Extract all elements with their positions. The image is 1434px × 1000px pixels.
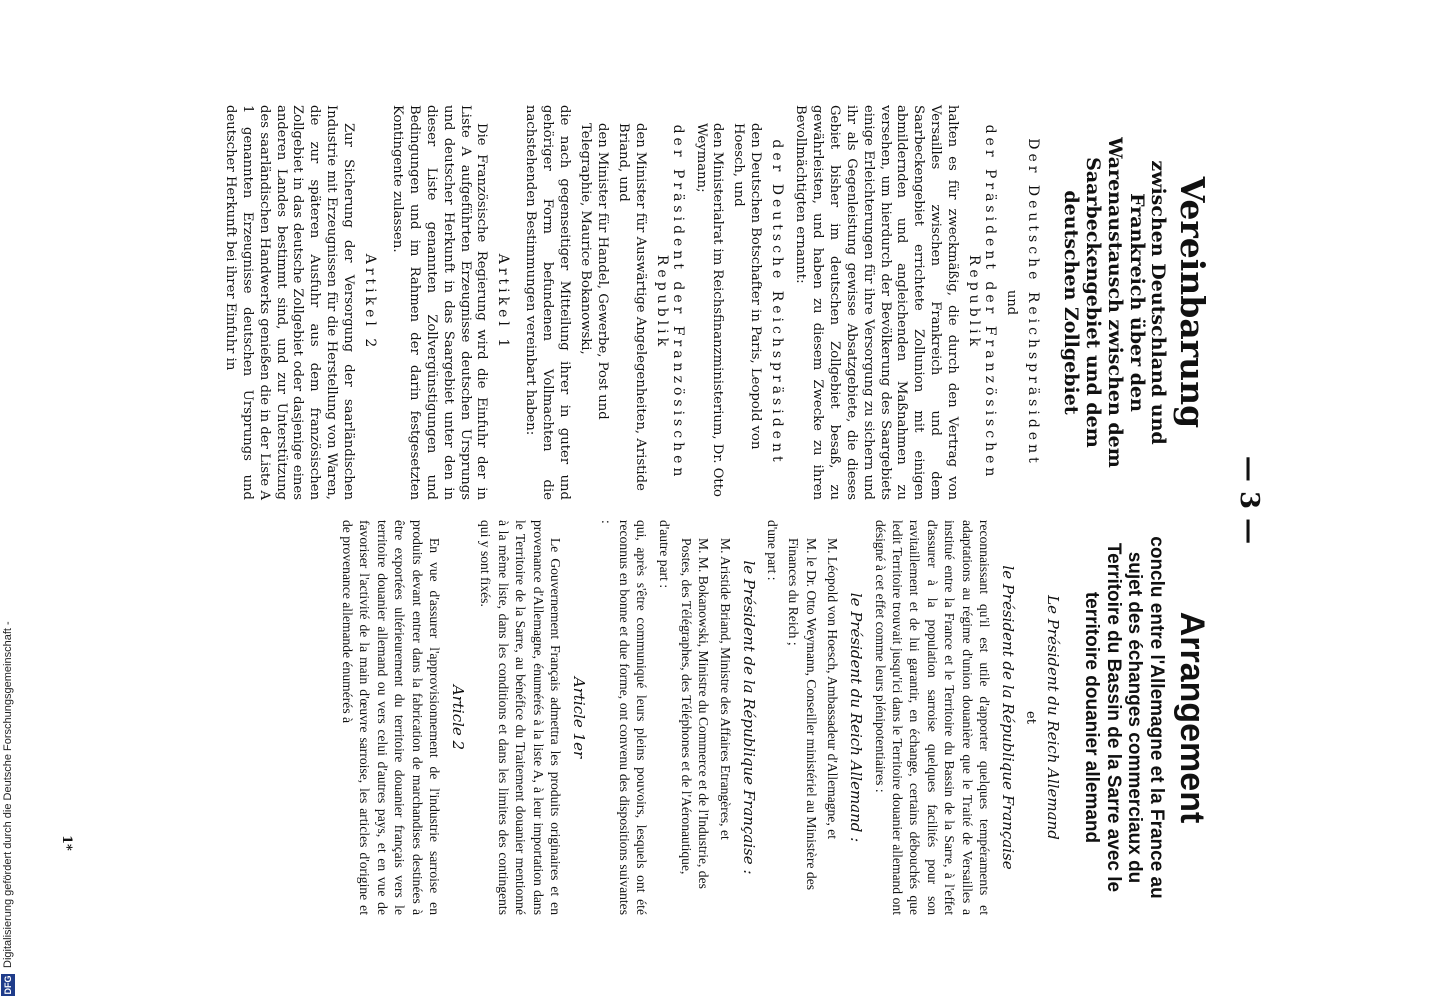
french-rep-heading-2: le Président de la République Française :	[739, 560, 758, 875]
german-rep-1b: den Ministerialrat im Reichsfinanzministerium, Dr. Otto Weymann;	[693, 123, 726, 497]
german-rep-heading-2: der Präsident der Französischen Republik	[653, 124, 686, 481]
german-rep-1a: den Deutschen Botschafter in Paris, Leopold von Hoesch, und	[731, 123, 764, 450]
german-subtitle: zwischen Deutschland und Frankreich über den Warenaustausch zwischen dem Saarbeckengebiet und dem deutschen Zollgebiet	[1059, 137, 1170, 468]
footer-text: Digitalisierung gefördert durch die Deutsche Forschungsgemeinschaft -	[2, 621, 14, 968]
sheet-signature-mark: 1*	[59, 835, 74, 851]
german-article-1-title: Artikel 1	[495, 253, 512, 352]
french-article-1-title: Article 1er	[569, 676, 588, 759]
french-article-2-text: En vue d'assurer l'approvisionnement de l'industrie sarroise en produits devant entrer dans la fabrication de marchandises destinées à être exportées ultérieurement du territoire douanier français vers le territoire douanier allemand ou vers celui d'autres pays, et en vue de favoriser l'activité de la main d'œuvre sarroise, les articles d'origine et de provenance allemande énumérés à	[340, 520, 442, 915]
french-article-1-text: Le Gouvernement Français admettra les produits originaires et en provenance d'Allemagne, énumérés à la liste A, à leur importation dans le Territoire de la Sarre, au bénéfice du Traitement douanier mentionné à la même liste, dans les conditions et dans les limites des contingents qui y sont fixés.	[478, 520, 563, 915]
french-article-2-title: Article 2	[448, 684, 467, 751]
german-rep-heading-1: der Deutsche Reichspräsident	[769, 139, 786, 466]
french-rep-2-end: d'autre part :	[657, 520, 673, 589]
german-article-1-text: Die Französische Regierung wird die Einfuhr der in Liste A aufgeführten Erzeugnisse deutschen Ursprungs und deutscher Herkunft in das Saargebiet unter den in dieser Liste genannten Zollvergünstigungen und Bedingungen und im Rahmen der darin festgesetzten Kontingente zulassen.	[389, 105, 490, 500]
french-preamble: reconnaissant qu'il est utile d'apporter quelques tempéraments et adaptations au régime d'union douanière que le Traité de Versailles a institué entre la France et le Territoire du Bassin de la Sarre, à l'effet d'assurer à la population sarroise quelques facilités pour son ravitaillement et de lui garantir, en échange, certains débouchés que ledit Territoire trouvait jusqu'ici dans le Territoire douanier allemand ont désigné à cet effet comme leurs plénipotentiaires :	[872, 520, 992, 915]
german-rep-2a: den Minister für Auswärtige Angelegenheiten, Aristide Briand, und	[615, 123, 648, 491]
french-party-1: Le Président du Reich Allemand	[1043, 595, 1062, 840]
french-subtitle: conclu entre l'Allemagne et la France au sujet des échanges commerciaux du Territoire du Bassin de la Sarre avec le territoire douanier allemand	[1080, 536, 1168, 899]
french-column	[333, 520, 1209, 915]
french-rep-1-end: d'une part :	[765, 520, 781, 581]
french-closing: qui, après s'être communiqué leurs pleins pouvoirs, lesquels ont été reconnus en bonne et due forme, ont convenu des dispositions suivantes :	[599, 520, 650, 915]
french-and: et	[1022, 711, 1038, 724]
german-article-2-title: Artikel 2	[362, 253, 379, 352]
german-preamble: halten es für zweckmäßig, die durch den Vertrag von Versailles zwischen Frankreich und dem Saarbeckengebiet errichtete Zollunion mit einigen abmildernden und angleichenden Maßnahmen zu versehen, um hierdurch der Bevölkerung des Saargebiets einige Erleichterungen für ihre Versorgung zu sichern und ihr als Gegenleistung gewisse Absatzgebiete, die dieses Gebiet bisher im deutschen Zollgebiet besaß, zu gewährleisten, und haben zu diesem Zwecke zu ihren Bevollmächtigten ernannt:	[793, 105, 961, 500]
french-rep-2b: M. M. Bokanowski, Ministre du Commerce et de l'Industrie, des Postes, des Télégraphes, des Téléphones et de l'Aéronautique,	[678, 538, 712, 889]
french-rep-2a: M. Aristide Briand, Ministre des Affaires Etrangères, et	[717, 538, 733, 840]
german-party-2: der Präsident der Französischen Republik	[966, 124, 999, 481]
dfg-logo: DFG	[3, 975, 13, 995]
german-title: Vereinbarung	[1173, 176, 1212, 429]
german-party-1: Der Deutsche Reichspräsident	[1025, 138, 1042, 467]
german-closing: die nach gegenseitiger Mitteilung ihrer in guter und gehöriger Form befundenen Vollmachten die nachstehenden Bestimmungen vereinbart haben:	[523, 105, 573, 500]
german-rep-2b: den Minister für Handel, Gewerbe, Post und Telegraphie, Maurice Bokanowski,	[578, 123, 610, 420]
page-number: — 3 —	[1234, 455, 1264, 545]
french-title: Arrangement	[1173, 611, 1211, 824]
german-article-2-text: Zur Sicherung der Versorgung der saarländischen Industrie mit Erzeugnissen für die Herstellung von Waren, die zur späteren Ausfuhr aus dem französischen Zollgebiet in das deutsche Zollgebiet oder dasjenige eines anderen Landes bestimmt sind, und zur Unterstützung des saarländischen Handwerks genießen die in der Liste A 1 genannten Erzeugnisse deutschen Ursprungs und deutscher Herkunft bei ihrer Einfuhr in	[222, 105, 357, 500]
french-rep-1a: M. Léopold von Hoesch, Ambassadeur d'Allemagne, et	[825, 538, 841, 840]
french-rep-1b: M. le Dr. Otto Weymann, Conseiller ministériel au Ministère des Finances du Reich ;	[786, 538, 819, 891]
digitization-footer	[0, 0, 16, 1000]
german-column	[215, 105, 1212, 500]
german-and: und	[1004, 289, 1020, 316]
french-party-2: le Président de la République Française	[998, 565, 1017, 870]
french-rep-heading-1: le Président du Reich Allemand :	[847, 592, 866, 843]
